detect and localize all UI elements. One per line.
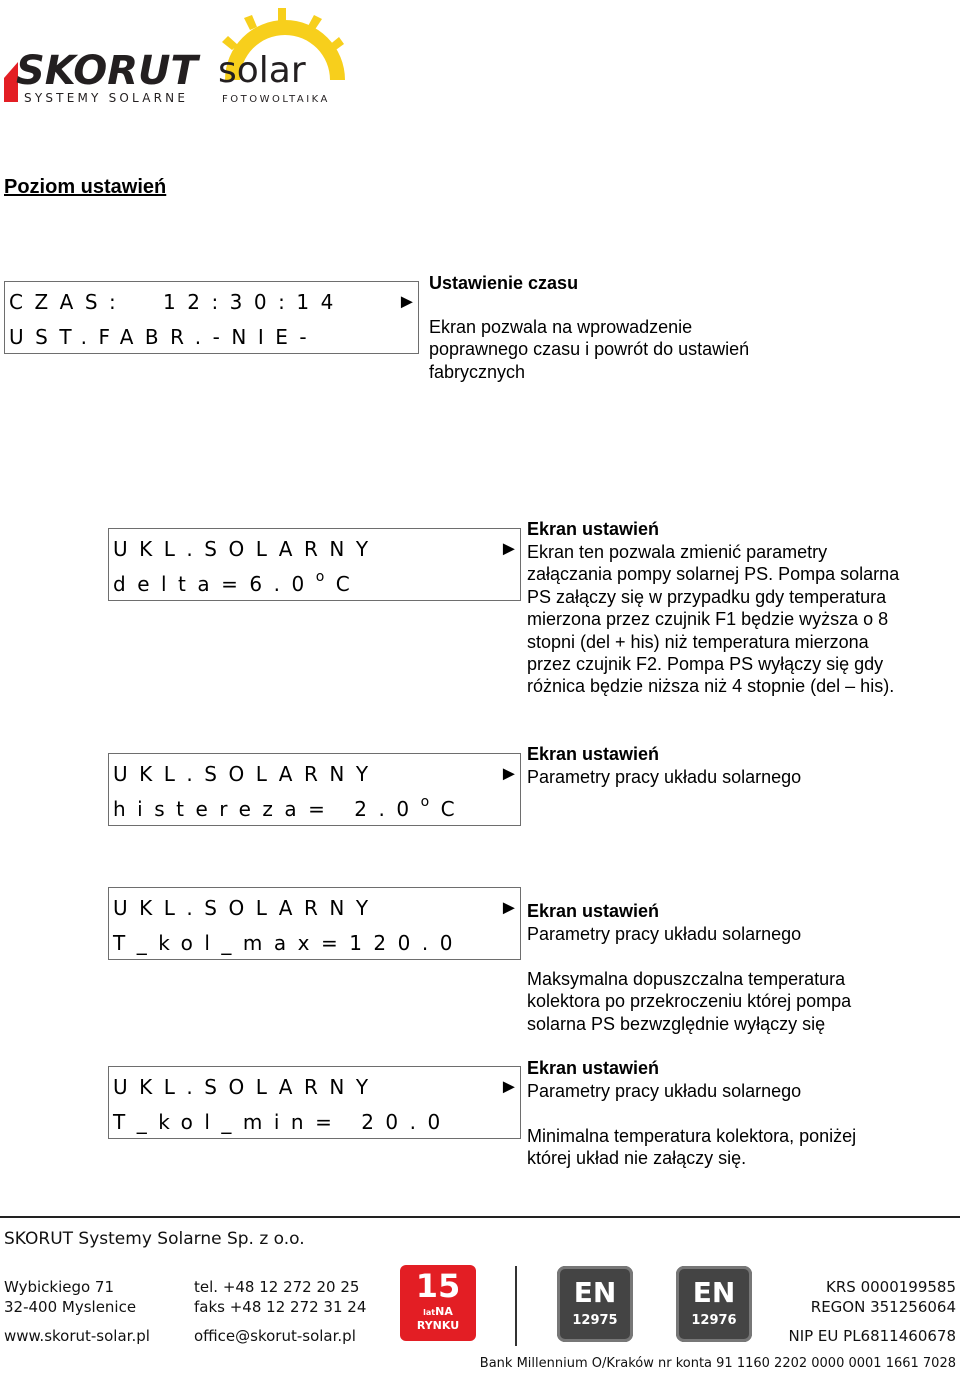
lcd-line-1: CZAS: 12:30:14 [9,290,345,314]
arrow-right-icon: ► [499,763,519,785]
footer-address-street: Wybickiego 71 [4,1278,115,1296]
footer-website-link[interactable]: www.skorut-solar.pl [4,1327,150,1345]
block-description: Ekran ten pozwala zmienić parametry załączania pompy solarnej PS. Pompa solarna PS załączy się w przypadku gdy temperatura mierzona przez czujnik F1 będzie wyższa o 8 stopni (del + his) niż temperatura mierzona przez czujnik F2. Pompa PS wyłączy się gdy różnica będzie niższa niż 4 stopnie (del – his). [527,542,900,697]
block-title: Ekran ustawień [527,744,660,764]
lcd-display-hysteresis [108,753,521,826]
block-description: Maksymalna dopuszczalna temperatura kolektora po przekroczeniu której pompa solarna PS bezwzględnie wyłączy się [527,969,852,1034]
en-12975-badge: EN 12975 [557,1266,633,1342]
lcd-line-2: T_kol_max=120.0 [113,931,464,955]
block-subtitle: Parametry pracy układu solarnego [527,767,802,787]
footer-bank-account: Bank Millennium O/Kraków nr konta 91 1160 2202 0000 0001 1661 7028 [479,1356,956,1371]
lcd-display-time [4,281,419,354]
arrow-right-icon: ► [397,291,417,313]
block-description: Ekran pozwala na wprowadzenie poprawnego czasu i powrót do ustawień fabrycznych [429,317,750,382]
footer-regon: REGON 351256064 [810,1298,956,1316]
block-description: Minimalna temperatura kolektora, poniżej której układ nie załączy się. [527,1126,857,1169]
lcd-display-delta [108,528,521,601]
svg-text:SKORUT: SKORUT [16,48,198,94]
block-title: Ekran ustawień [527,519,660,539]
footer-company: SKORUT Systemy Solarne Sp. z o.o. [4,1229,305,1249]
lcd-line-1: UKL.SOLARNY [113,762,380,786]
block-subtitle: Parametry pracy układu solarnego [527,924,802,944]
lcd-line-2: histereza= $2.0^oC$ [113,794,467,821]
footer-nip: NIP EU PL6811460678 [788,1327,956,1345]
lcd-line-2: T_kol_min= 20.0 [113,1110,452,1134]
block-title: Ekran ustawień [527,1058,660,1078]
footer-vertical-divider [515,1266,517,1346]
lcd-line-1: UKL.SOLARNY [113,537,380,561]
svg-text:SYSTEMY SOLARNE: SYSTEMY SOLARNE [24,91,189,105]
lcd-line-2: $delta=6.0^oC$ [113,569,362,596]
lcd-display-tkol-min [108,1066,521,1139]
arrow-right-icon: ► [499,538,519,560]
lcd-line-1: UKL.SOLARNY [113,1075,380,1099]
block-subtitle: Parametry pracy układu solarnego [527,1081,802,1101]
15-years-badge: 15 latNA RYNKU [400,1265,476,1341]
lcd-line-1: UKL.SOLARNY [113,896,380,920]
arrow-right-icon: ► [499,1076,519,1098]
degree-sign: o [420,794,441,810]
en-12976-badge: EN 12976 [676,1266,752,1342]
section-title: Poziom ustawień [4,176,167,198]
arrow-right-icon: ► [499,897,519,919]
footer-phone: tel. +48 12 272 20 25 [194,1278,360,1296]
svg-text:FOTOWOLTAIKA: FOTOWOLTAIKA [222,94,330,105]
block-title: Ustawienie czasu [429,273,579,293]
footer-divider [0,1216,960,1218]
svg-text:solar: solar [218,50,306,91]
footer-email-link[interactable]: office@skorut-solar.pl [194,1327,356,1345]
lcd-display-tkol-max [108,887,521,960]
degree-sign: o [315,569,336,585]
skorut-solar-logo [0,0,360,110]
footer-fax: faks +48 12 272 31 24 [194,1298,367,1316]
footer-krs: KRS 0000199585 [826,1278,956,1296]
lcd-line-2: UST.FABR.-NIE- [9,325,319,349]
block-title: Ekran ustawień [527,901,660,921]
footer-address-city: 32-400 Myslenice [4,1298,137,1316]
